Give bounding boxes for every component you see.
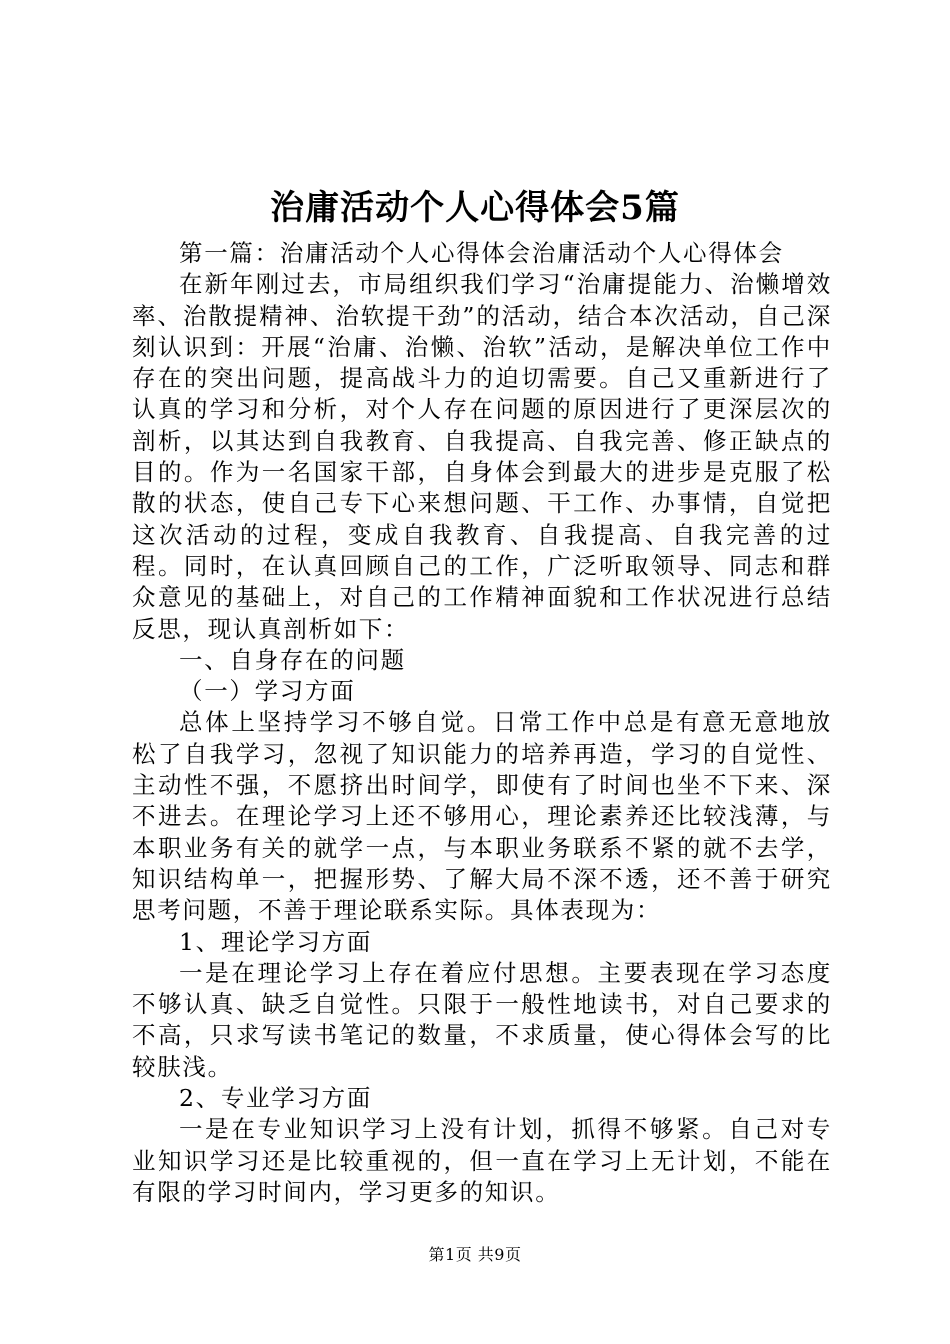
- paragraph-intro: 在新年刚过去，市局组织我们学习“治庸提能力、治懒增效率、治散提精神、治软提干劲”的活动，结合本次活动，自己深刻认识到：开展“治庸、治懒、治软”活动，是解决单位工作中存在的突出问题，提高战斗力的迫切需要。自己又重新进行了认真的学习和分析，对个人存在问题的原因进行了更深层次的剖析，以其达到自我教育、自我提高、自我完善、修正缺点的目的。作为一名国家干部，自身体会到最大的进步是克服了松散的状态，使自己专下心来想问题、干工作、办事情，自觉把这次活动的过程，变成自我教育、自我提高、自我完善的过程。同时，在认真回顾自己的工作，广泛听取领导、同志和群众意见的基础上，对自己的工作精神面貌和工作状况进行总结反思，现认真剖析如下：: [132, 270, 832, 643]
- paragraph-heading-professional: 2、专业学习方面: [179, 1084, 373, 1113]
- paragraph-section-heading: 第一篇：治庸活动个人心得体会治庸活动个人心得体会: [179, 239, 784, 267]
- paragraph-theory: 一是在理论学习上存在着应付思想。主要表现在学习态度不够认真、缺乏自觉性。只限于一般性地读书，对自己要求的不高，只求写读书笔记的数量，不求质量，使心得体会写的比较肤浅。: [132, 958, 832, 1081]
- paragraph-heading-problems: 一、自身存在的问题: [179, 645, 406, 674]
- document-body: [132, 238, 832, 1208]
- paragraph-study-overview: 总体上坚持学习不够自觉。日常工作中总是有意无意地放松了自我学习，忽视了知识能力的培养再造，学习的自觉性、主动性不强，不愿挤出时间学，即使有了时间也坐不下来、深不进去。在理论学习上还不够用心，理论素养还比较浅薄，与本职业务有关的就学一点，与本职业务联系不紧的就不去学，知识结构单一，把握形势、了解大局不深不透，还不善于研究思考问题，不善于理论联系实际。具体表现为：: [132, 708, 832, 925]
- paragraph-heading-study: （一）学习方面: [179, 677, 356, 706]
- document-title: 治庸活动个人心得体会5篇: [270, 188, 680, 228]
- page-number-footer: 第1页 共9页: [428, 1245, 522, 1264]
- paragraph-professional: 一是在专业知识学习上没有计划，抓得不够紧。自己对专业知识学习还是比较重视的，但一直在学习上无计划，不能在有限的学习时间内，学习更多的知识。: [132, 1115, 832, 1206]
- paragraph-heading-theory: 1、理论学习方面: [179, 927, 373, 956]
